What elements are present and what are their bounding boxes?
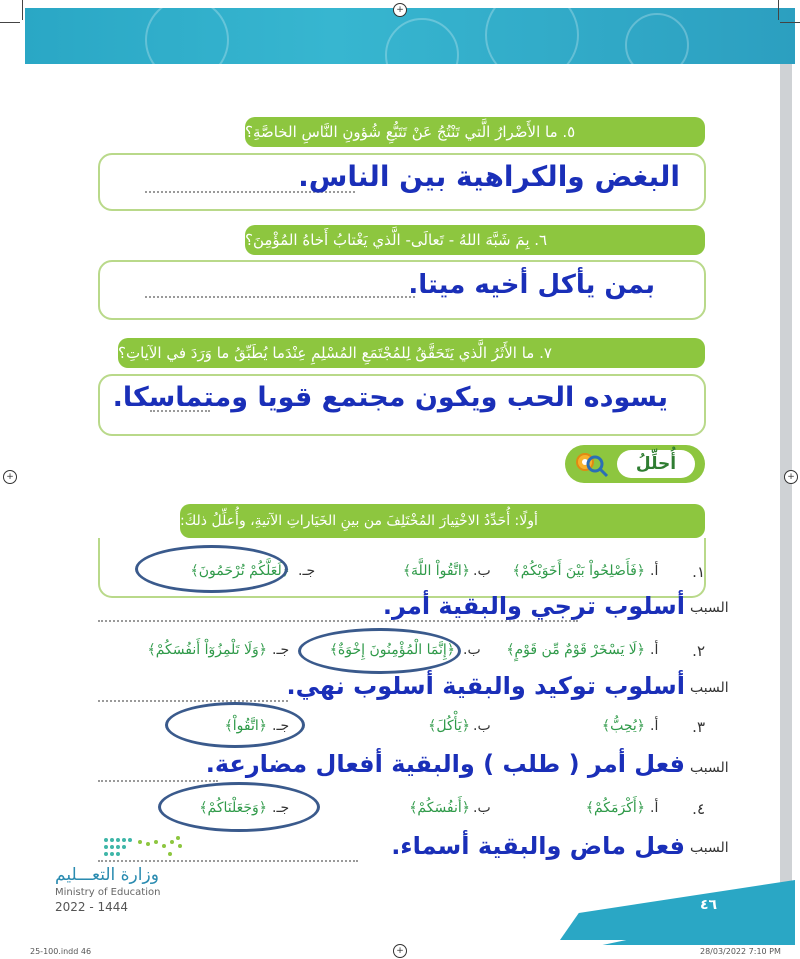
item-3-reason: فعل أمر ( طلب ) والبقية أفعال مضارعة. xyxy=(205,750,685,778)
item-2-option-b-label: ب. xyxy=(463,642,481,658)
item-1-option-c: ﴿لَعَلَّكُمْ تُرْحَمُونَ﴾ xyxy=(190,563,290,579)
item-4-reason-label: السبب xyxy=(690,840,729,856)
item-3-reason-label: السبب xyxy=(690,760,729,776)
header-band xyxy=(25,8,795,64)
item-4-option-b-label: ب. xyxy=(473,800,491,816)
page-number: ٤٦ xyxy=(700,897,718,913)
slug-file: 25-100.indd 46 xyxy=(30,947,92,956)
item-4-option-c: ﴿وَجَعَلْنَاكُمْ﴾ xyxy=(199,800,267,816)
reason-line xyxy=(98,620,578,622)
answer-6: بمن يأكل أخيه ميتا. xyxy=(408,270,655,300)
slug-date: 28/03/2022 7:10 PM xyxy=(700,947,781,956)
reason-line xyxy=(98,780,218,782)
item-3-option-b-label: ب. xyxy=(473,718,491,734)
item-1-option-b: ﴿اتَّقُواْ اللَّهَ﴾ xyxy=(402,563,470,579)
item-1-option-a-label: أ. xyxy=(650,563,659,579)
analyze-title: أُحلِّلُ xyxy=(617,450,695,478)
selected-option-circle xyxy=(158,782,320,832)
item-3-option-a: ﴿يُحِبُّ﴾ xyxy=(601,718,645,734)
selected-option-circle xyxy=(165,702,305,748)
item-2-option-a: ﴿لَا يَسْخَرْ قَوْمٌ مِّن قَوْمٍ﴾ xyxy=(506,642,645,658)
item-4-option-c-label: جـ. xyxy=(272,800,290,816)
answer-5: البغض والكراهية بين الناس. xyxy=(298,160,680,193)
item-3-option-a-label: أ. xyxy=(650,718,659,734)
edition-year: 2022 - 1444 xyxy=(55,900,129,914)
section-one-instruction: أولًا: أُحَدِّدُ الاخْتِيارَ المُخْتَلِفَ من بينِ الخَيَاراتِ الآتيةِ، وأُعلِّلُ ذلكَ: xyxy=(180,504,705,538)
item-1-reason: أسلوب ترجي والبقية أمر. xyxy=(382,592,685,620)
question-5-prompt: ٥. ما الأَضْرارُ الَّتي تَنْتُجُ عَنْ تَتَبُّعِ شُؤونِ النَّاسِ الخاصَّةِ؟ xyxy=(245,117,705,147)
item-4-number: ٤. xyxy=(692,800,705,818)
crop-mark xyxy=(780,22,800,23)
item-1-option-a: ﴿فَأَصْلِحُواْ بَيْنَ أَخَوَيْكُمْ﴾ xyxy=(512,563,645,579)
item-2-option-c: ﴿وَلَا تَلْمِزُوٓاْ أَنفُسَكُمْ﴾ xyxy=(147,642,267,658)
item-1-reason-label: السبب xyxy=(690,600,729,616)
item-2-option-a-label: أ. xyxy=(650,642,659,658)
item-2-reason-label: السبب xyxy=(690,680,729,696)
crop-mark xyxy=(0,22,20,23)
ministry-name-en: Ministry of Education xyxy=(55,887,161,898)
item-1-option-c-label: جـ. xyxy=(298,563,316,579)
crop-mark xyxy=(778,0,779,20)
item-2-reason: أسلوب توكيد والبقية أسلوب نهي. xyxy=(286,672,685,700)
registration-mark-icon: + xyxy=(3,470,17,484)
item-3-option-b: ﴿يَأْكُلَ﴾ xyxy=(428,718,470,734)
analyze-heading xyxy=(565,445,705,483)
magnifier-gear-icon xyxy=(571,450,611,478)
selected-option-circle xyxy=(298,628,461,674)
page-number-tab xyxy=(560,880,795,940)
ministry-logo-icon xyxy=(100,832,190,862)
reason-line xyxy=(98,700,288,702)
item-3-option-c: ﴿اتَّقُواْ﴾ xyxy=(224,718,267,734)
ministry-name-ar: وزارة التعـــليم xyxy=(55,865,159,885)
item-1-number: ١. xyxy=(692,563,705,581)
answer-line xyxy=(145,296,415,298)
item-2-number: ٢. xyxy=(692,642,705,660)
registration-mark-icon: + xyxy=(393,3,407,17)
item-4-option-a-label: أ. xyxy=(650,800,659,816)
item-2-option-b: ﴿إِنَّمَا الْمُؤْمِنُونَ إِخْوَةٌ﴾ xyxy=(329,642,455,658)
item-4-reason: فعل ماض والبقية أسماء. xyxy=(391,832,685,860)
question-7-prompt: ٧. ما الأَثَرُ الَّذي يَتَحَقَّقُ لِلمُجْتَمَعِ المُسْلِمِ عِنْدَما يُطَبِّقُ ما وَرَدَ في الآياتِ؟ xyxy=(118,338,705,368)
answer-7: يسوده الحب ويكون مجتمع قويا ومتماسكا. xyxy=(112,382,668,413)
item-2-option-c-label: جـ. xyxy=(272,642,290,658)
item-4-option-b: ﴿أَنفُسَكُمْ﴾ xyxy=(409,800,470,816)
item-3-option-c-label: جـ. xyxy=(272,718,290,734)
crop-mark xyxy=(22,0,23,20)
registration-mark-icon: + xyxy=(784,470,798,484)
question-6-prompt: ٦. بِمَ شَبَّهَ اللهُ - تَعالَى- الَّذي يَغْتابُ أَخاهُ المُؤْمِنَ؟ xyxy=(245,225,705,255)
item-3-number: ٣. xyxy=(692,718,705,736)
item-4-option-a: ﴿أَكْرَمَكُمْ﴾ xyxy=(585,800,645,816)
item-1-option-b-label: ب. xyxy=(473,563,491,579)
selected-option-circle xyxy=(135,545,288,593)
registration-mark-icon: + xyxy=(393,944,407,958)
